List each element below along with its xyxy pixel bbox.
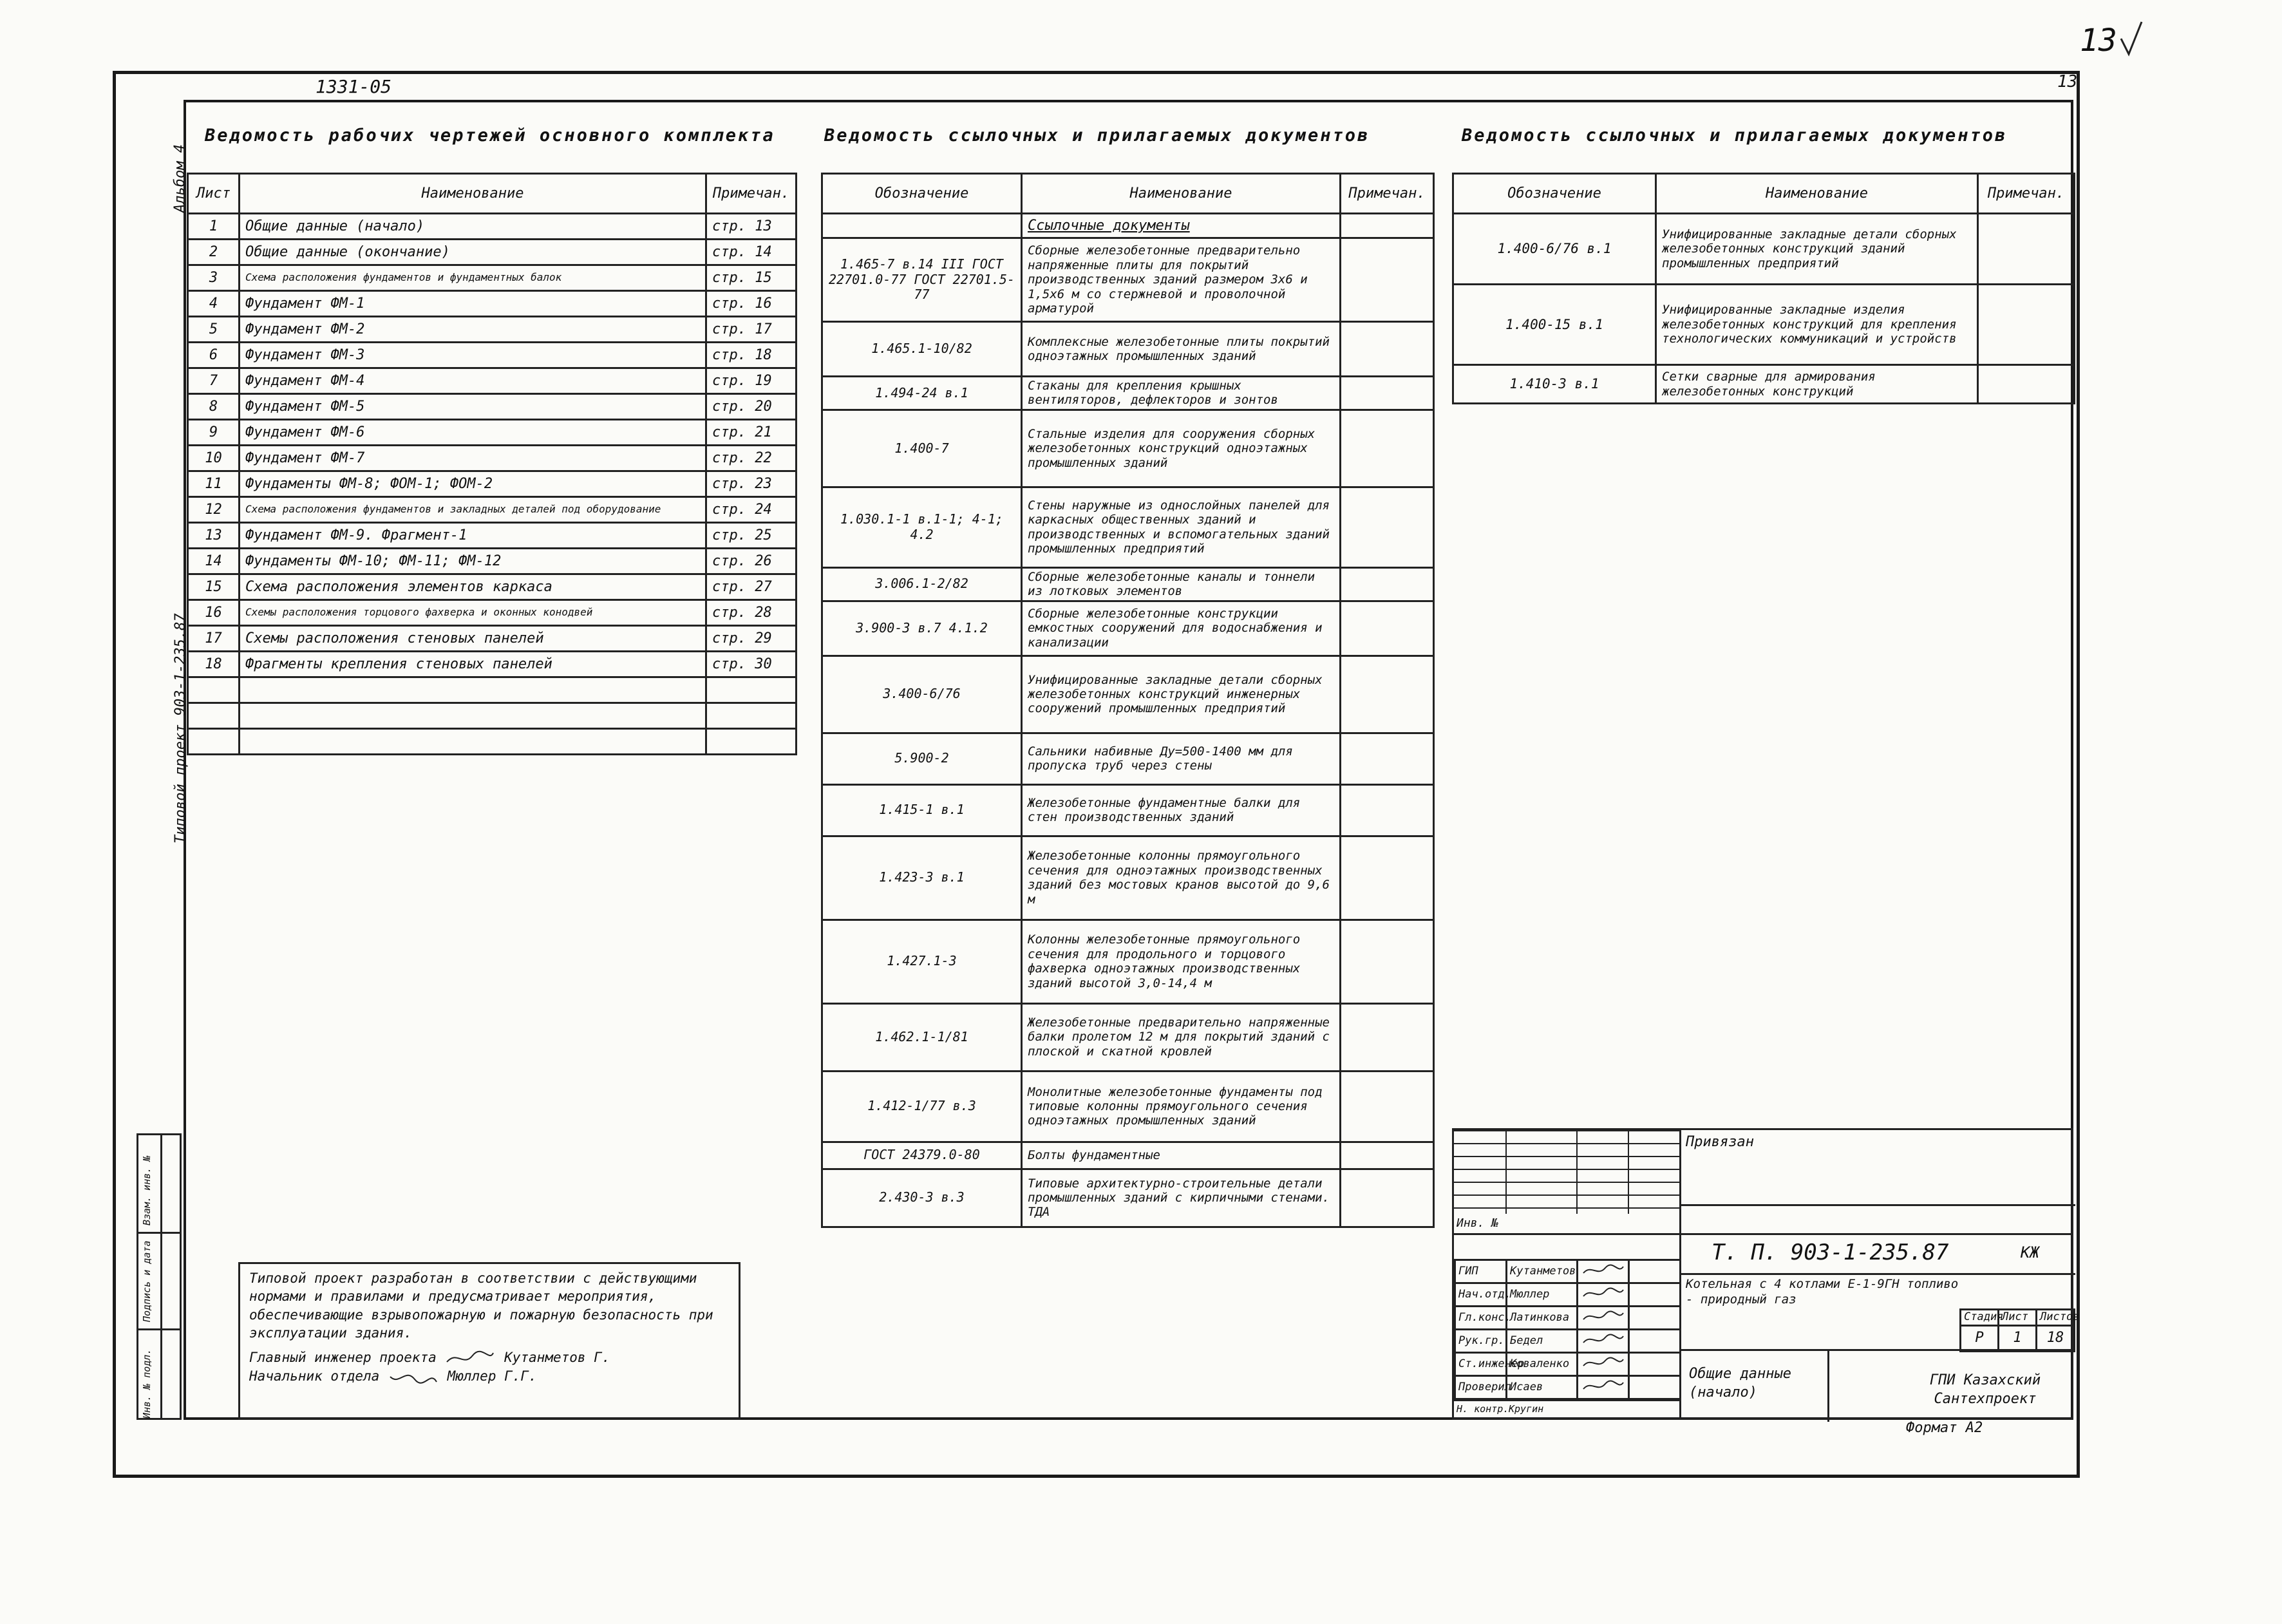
- ref-designation: 1.030.1-1 в.1-1; 4-1; 4.2: [822, 487, 1022, 567]
- chief-engineer-name: Кутанметов Г.: [504, 1350, 610, 1366]
- people-table: [1454, 1259, 1681, 1400]
- table-row: [188, 291, 797, 317]
- table-row: [188, 265, 797, 291]
- ref-designation: 1.412-1/77 в.3: [822, 1071, 1022, 1142]
- stage-header: Стадия: [1961, 1310, 1999, 1326]
- sheet-name: Общие данные (окончание): [240, 240, 706, 265]
- table-row: [188, 652, 797, 677]
- table-row: [822, 1142, 1434, 1169]
- ref-designation: 3.900-3 в.7 4.1.2: [822, 601, 1022, 656]
- ref-designation: 3.006.1-2/82: [822, 567, 1022, 601]
- sheet-page: стр. 29: [706, 626, 797, 652]
- doc-code: 1331-05: [316, 76, 392, 97]
- signature-icon: [1581, 1337, 1626, 1350]
- table-row: [1453, 285, 2075, 365]
- table-row: [822, 601, 1434, 656]
- signatory-name: Мюллер: [1507, 1283, 1578, 1307]
- left-stamp: [137, 1133, 182, 1420]
- sheet-number: 16: [188, 600, 240, 626]
- table-row: [188, 549, 797, 574]
- signatory-name: Бедел: [1507, 1330, 1578, 1353]
- sheet-number: 3: [188, 265, 240, 291]
- sheet-page: стр. 24: [706, 497, 797, 523]
- sheet-page: стр. 25: [706, 523, 797, 549]
- table-row: [822, 322, 1434, 377]
- empty-row: [188, 677, 797, 703]
- ref-list-1-title: Ведомость ссылочных и прилагаемых документов: [824, 126, 1370, 146]
- sheet-page: стр. 23: [706, 471, 797, 497]
- sheet-number: 7: [188, 368, 240, 394]
- ref-name: Стальные изделия для сооружения сборных железобетонных конструкций одноэтажных промышленных зданий: [1022, 410, 1341, 487]
- ref-note: [1341, 1142, 1434, 1169]
- stamp-inv-label: Инв. № подл.: [141, 1348, 153, 1419]
- project-vertical-label: Типовой проект 903-1-235.87: [173, 613, 189, 844]
- ref-note: [1341, 1071, 1434, 1142]
- ref-name: Сборные железобетонные предварительно напряженные плиты для покрытий производственных зданий размером 3х6 и 1,5х6 м со стержневой и проволочной арматурой: [1022, 238, 1341, 322]
- sheet-number: 11: [188, 471, 240, 497]
- col-name: Наименование: [1656, 174, 1978, 214]
- ref-name: Унифицированные закладные изделия железобетонных конструкций для крепления технологических коммуникаций и устройств: [1656, 285, 1978, 365]
- table-row: [188, 368, 797, 394]
- table-row: [822, 487, 1434, 567]
- signatory-role: Гл.конс.: [1455, 1307, 1507, 1330]
- ref-name: Комплексные железобетонные плиты покрытий одноэтажных промышленных зданий: [1022, 322, 1341, 377]
- sheet-name: Фрагменты крепления стеновых панелей: [240, 652, 706, 677]
- table-row: [188, 523, 797, 549]
- sheet-number: 6: [188, 343, 240, 368]
- ref-designation: 1.465.1-10/82: [822, 322, 1022, 377]
- ref-note: [1341, 410, 1434, 487]
- col-note: Примечан.: [1341, 174, 1434, 214]
- col-note: Примечан.: [706, 174, 797, 214]
- signatory-name: Коваленко: [1507, 1353, 1578, 1376]
- sheet-name: Фундамент ФМ-4: [240, 368, 706, 394]
- sheet-page: стр. 14: [706, 240, 797, 265]
- norm-control-label: Н. контр.: [1457, 1403, 1509, 1415]
- col-name: Наименование: [1022, 174, 1341, 214]
- ref-name: Унифицированные закладные детали сборных железобетонных конструкций зданий промышленных предприятий: [1656, 214, 1978, 285]
- frame-sheet-number: 13: [2057, 72, 2078, 91]
- sheet-name: Фундаменты ФМ-8; ФОМ-1; ФОМ-2: [240, 471, 706, 497]
- ref-note: [1341, 920, 1434, 1003]
- table-row: [188, 497, 797, 523]
- sheet-name: Фундамент ФМ-2: [240, 317, 706, 343]
- dept-head-label: Начальник отдела: [249, 1368, 380, 1384]
- signatory-role: Ст.инженер: [1455, 1353, 1507, 1376]
- sheet-code: КЖ: [2021, 1243, 2039, 1261]
- album-label: Альбом 4: [172, 144, 188, 212]
- ref-note: [1341, 1169, 1434, 1227]
- project-code: Т. П. 903-1-235.87: [1712, 1240, 1949, 1265]
- empty-row: [188, 729, 797, 755]
- ref-note: [1341, 784, 1434, 836]
- ref-designation: ГОСТ 24379.0-80: [822, 1142, 1022, 1169]
- ref-name: Болты фундаментные: [1022, 1142, 1341, 1169]
- sheet-name: Фундаменты ФМ-10; ФМ-11; ФМ-12: [240, 549, 706, 574]
- ref-note: [1341, 487, 1434, 567]
- project-description: Котельная с 4 котлами Е-1-9ГН топливо - природный газ: [1686, 1277, 1959, 1307]
- signatory-row: [1455, 1330, 1681, 1353]
- stamp-sign-label: Подпись и дата: [141, 1240, 153, 1322]
- sheet-page: стр. 26: [706, 549, 797, 574]
- sheet-value: 1: [1999, 1325, 2037, 1351]
- sheet-number: 18: [188, 652, 240, 677]
- title-block: [1452, 1128, 2080, 1420]
- ref-name: Стаканы для крепления крышных вентиляторов, дефлекторов и зонтов: [1022, 377, 1341, 410]
- ref-docs-table-2: [1452, 173, 2075, 404]
- signature-icon: [1581, 1314, 1626, 1327]
- sheet-number: 13: [188, 523, 240, 549]
- ref-designation: 1.494-24 в.1: [822, 377, 1022, 410]
- table-row: [822, 1071, 1434, 1142]
- ref-designation: 5.900-2: [822, 733, 1022, 784]
- empty-row: [188, 703, 797, 729]
- signatory-role: Рук.гр.: [1455, 1330, 1507, 1353]
- sheet-page: стр. 27: [706, 574, 797, 600]
- signatory-name: Латинкова: [1507, 1307, 1578, 1330]
- table-row: [822, 920, 1434, 1003]
- ref-name: Сетки сварные для армирования железобетонных конструкций: [1656, 365, 1978, 404]
- ref-designation: 1.423-3 в.1: [822, 836, 1022, 920]
- ref-note: [1341, 567, 1434, 601]
- sheet-number: 15: [188, 574, 240, 600]
- sheet-name: Общие данные (начало): [240, 214, 706, 240]
- col-name: Наименование: [240, 174, 706, 214]
- table-row: [1453, 365, 2075, 404]
- sheets-value: 18: [2037, 1325, 2075, 1351]
- ref-name: Типовые архитектурно-строительные детали промышленных зданий с кирпичными стенами. ТДА: [1022, 1169, 1341, 1227]
- signature-icon: [388, 1368, 439, 1386]
- handwritten-sheet-number: 13: [2080, 23, 2117, 59]
- signatory-role: Нач.отд.: [1455, 1283, 1507, 1307]
- sheet-number: 17: [188, 626, 240, 652]
- table-row: [188, 240, 797, 265]
- table-row: [188, 214, 797, 240]
- ref-designation: 1.462.1-1/81: [822, 1003, 1022, 1071]
- priv-label: Привязан: [1686, 1134, 1754, 1150]
- table-row: [188, 420, 797, 446]
- ref-name: Сборные железобетонные конструкции емкостных сооружений для водоснабжения и канализации: [1022, 601, 1341, 656]
- sheet-page: стр. 19: [706, 368, 797, 394]
- table-row: [188, 574, 797, 600]
- note-text: Типовой проект разработан в соответствии с действующими нормами и правилами и предусматривает мероприятия, обеспечивающие взрывопожарную и пожарную безопасность при эксплуатации здания.: [249, 1270, 713, 1341]
- table-row: [822, 238, 1434, 322]
- signature-icon: [1581, 1360, 1626, 1373]
- ref-designation: 1.400-7: [822, 410, 1022, 487]
- table-row: [188, 446, 797, 471]
- ref-designation: 3.400-6/76: [822, 656, 1022, 733]
- ref-note: [1341, 322, 1434, 377]
- signature-icon: [1581, 1267, 1626, 1280]
- sheet-page: стр. 22: [706, 446, 797, 471]
- sheet-name: Фундамент ФМ-5: [240, 394, 706, 420]
- signature-icon: [1581, 1290, 1626, 1303]
- signatory-row: [1455, 1307, 1681, 1330]
- stamp-replace-label: Взам. инв. №: [141, 1155, 153, 1225]
- table-row: [822, 836, 1434, 920]
- signatory-role: ГИП: [1455, 1260, 1507, 1283]
- col-designation: Обозначение: [1453, 174, 1656, 214]
- check-mark-icon: [2118, 19, 2144, 61]
- sheet-number: 8: [188, 394, 240, 420]
- ref-note: [1341, 656, 1434, 733]
- signatory-row: [1455, 1260, 1681, 1283]
- sheet-page: стр. 18: [706, 343, 797, 368]
- sheet-page: стр. 21: [706, 420, 797, 446]
- norm-control-name: Кругин: [1509, 1403, 1544, 1415]
- sheet-page: стр. 28: [706, 600, 797, 626]
- ref-note: [1341, 1003, 1434, 1071]
- ref-designation: 1.400-15 в.1: [1453, 285, 1656, 365]
- col-sheet: Лист: [188, 174, 240, 214]
- sheet-name: Схема расположения фундаментов и фундаментных балок: [240, 265, 706, 291]
- signatory-row: [1455, 1353, 1681, 1376]
- ref-note: [1341, 601, 1434, 656]
- ref-note: [1978, 214, 2075, 285]
- col-designation: Обозначение: [822, 174, 1022, 214]
- ref-designation: 1.465-7 в.14 III ГОСТ 22701.0-77 ГОСТ 22701.5-77: [822, 238, 1022, 322]
- organization: ГПИ Казахский Сантехпроект: [1929, 1372, 2041, 1407]
- sheet-number: 5: [188, 317, 240, 343]
- sheet-name: Фундамент ФМ-1: [240, 291, 706, 317]
- signature-icon: [444, 1349, 496, 1367]
- main-list-title: Ведомость рабочих чертежей основного комплекта: [205, 126, 775, 146]
- signatory-row: [1455, 1283, 1681, 1307]
- sheet-page: стр. 13: [706, 214, 797, 240]
- sheet-name: Фундамент ФМ-9. Фрагмент-1: [240, 523, 706, 549]
- sheet-name: Фундамент ФМ-6: [240, 420, 706, 446]
- ref-name: Железобетонные фундаментные балки для стен производственных зданий: [1022, 784, 1341, 836]
- sheet-number: 2: [188, 240, 240, 265]
- chief-engineer-label: Главный инженер проекта: [249, 1350, 437, 1366]
- col-note: Примечан.: [1978, 174, 2075, 214]
- signatory-role: Проверил: [1455, 1376, 1507, 1399]
- sheet-name: Схемы расположения торцового фахверка и оконных конодвей: [240, 600, 706, 626]
- table-row: [822, 733, 1434, 784]
- sheet-name: Схемы расположения стеновых панелей: [240, 626, 706, 652]
- ref-name: Унифицированные закладные детали сборных железобетонных конструкций инженерных сооружений промышленных предприятий: [1022, 656, 1341, 733]
- ref-name: Монолитные железобетонные фундаменты под типовые колонны прямоугольного сечения одноэтажных промышленных зданий: [1022, 1071, 1341, 1142]
- ref-designation: 2.430-3 в.3: [822, 1169, 1022, 1227]
- sheet-name: Фундамент ФМ-7: [240, 446, 706, 471]
- table-row: [822, 377, 1434, 410]
- ref-note: [1978, 285, 2075, 365]
- sheet-title: Общие данные (начало): [1689, 1366, 1791, 1401]
- sheets-header: Листов: [2037, 1310, 2075, 1326]
- table-row: [822, 410, 1434, 487]
- sheet-number: 4: [188, 291, 240, 317]
- ref-list-2-title: Ведомость ссылочных и прилагаемых документов: [1462, 126, 2008, 146]
- sheet-name: Схема расположения элементов каркаса: [240, 574, 706, 600]
- sheet-page: стр. 20: [706, 394, 797, 420]
- table-row: [822, 567, 1434, 601]
- table-row: [188, 471, 797, 497]
- table-row: [822, 1169, 1434, 1227]
- inv-label: Инв. №: [1457, 1216, 1499, 1230]
- signatory-row: [1455, 1376, 1681, 1399]
- dept-head-name: Мюллер Г.Г.: [447, 1368, 537, 1384]
- stage-table: [1959, 1308, 2080, 1352]
- signatory-name: Исаев: [1507, 1376, 1578, 1399]
- sheet-page: стр. 30: [706, 652, 797, 677]
- table-row: [1453, 214, 2075, 285]
- sheet-number: 9: [188, 420, 240, 446]
- format-label: Формат А2: [1906, 1420, 1983, 1436]
- sheet-name: Схема расположения фундаментов и закладных деталей под оборудование: [240, 497, 706, 523]
- ref-note: [1978, 365, 2075, 404]
- sheet-page: стр. 15: [706, 265, 797, 291]
- main-drawings-table: [187, 173, 797, 755]
- ref-designation: 1.427.1-3: [822, 920, 1022, 1003]
- table-row: [188, 394, 797, 420]
- ref-name: Стены наружные из однослойных панелей для каркасных общественных зданий и производственных и вспомогательных зданий промышленных предприятий: [1022, 487, 1341, 567]
- stage-value: Р: [1961, 1325, 1999, 1351]
- ref-note: [1341, 377, 1434, 410]
- table-row: [822, 1003, 1434, 1071]
- table-row: [188, 343, 797, 368]
- ref-designation: 1.400-6/76 в.1: [1453, 214, 1656, 285]
- design-note: [238, 1262, 740, 1420]
- ref-docs-table-1: [821, 173, 1435, 1228]
- ref-note: [1341, 836, 1434, 920]
- signatory-name: Кутанметов: [1507, 1260, 1578, 1283]
- sheet-header: Лист: [1999, 1310, 2037, 1326]
- ref-note: [1341, 238, 1434, 322]
- sheet-number: 14: [188, 549, 240, 574]
- ref-name: Колонны железобетонные прямоугольного сечения для продольного и торцового фахверка одноэтажных производственных зданий высотой 3,0-14,4 м: [1022, 920, 1341, 1003]
- sheet-name: Фундамент ФМ-3: [240, 343, 706, 368]
- ref-section-label: Ссылочные документы: [1022, 214, 1341, 238]
- ref-designation: 1.415-1 в.1: [822, 784, 1022, 836]
- sheet-number: 10: [188, 446, 240, 471]
- ref-name: Сборные железобетонные каналы и тоннели из лотковых элементов: [1022, 567, 1341, 601]
- ref-name: Железобетонные предварительно напряженные балки пролетом 12 м для покрытий зданий с плоской и скатной кровлей: [1022, 1003, 1341, 1071]
- sheet-page: стр. 17: [706, 317, 797, 343]
- table-row: [822, 656, 1434, 733]
- sheet-page: стр. 16: [706, 291, 797, 317]
- ref-name: Сальники набивные Ду=500-1400 мм для пропуска труб через стены: [1022, 733, 1341, 784]
- table-row: [188, 600, 797, 626]
- sheet-number: 1: [188, 214, 240, 240]
- ref-name: Железобетонные колонны прямоугольного сечения для одноэтажных производственных зданий без мостовых кранов высотой до 9,6 м: [1022, 836, 1341, 920]
- ref-designation: 1.410-3 в.1: [1453, 365, 1656, 404]
- table-row: [188, 626, 797, 652]
- table-row: [188, 317, 797, 343]
- sheet-number: 12: [188, 497, 240, 523]
- ref-note: [1341, 733, 1434, 784]
- signature-icon: [1581, 1383, 1626, 1396]
- table-row: [822, 784, 1434, 836]
